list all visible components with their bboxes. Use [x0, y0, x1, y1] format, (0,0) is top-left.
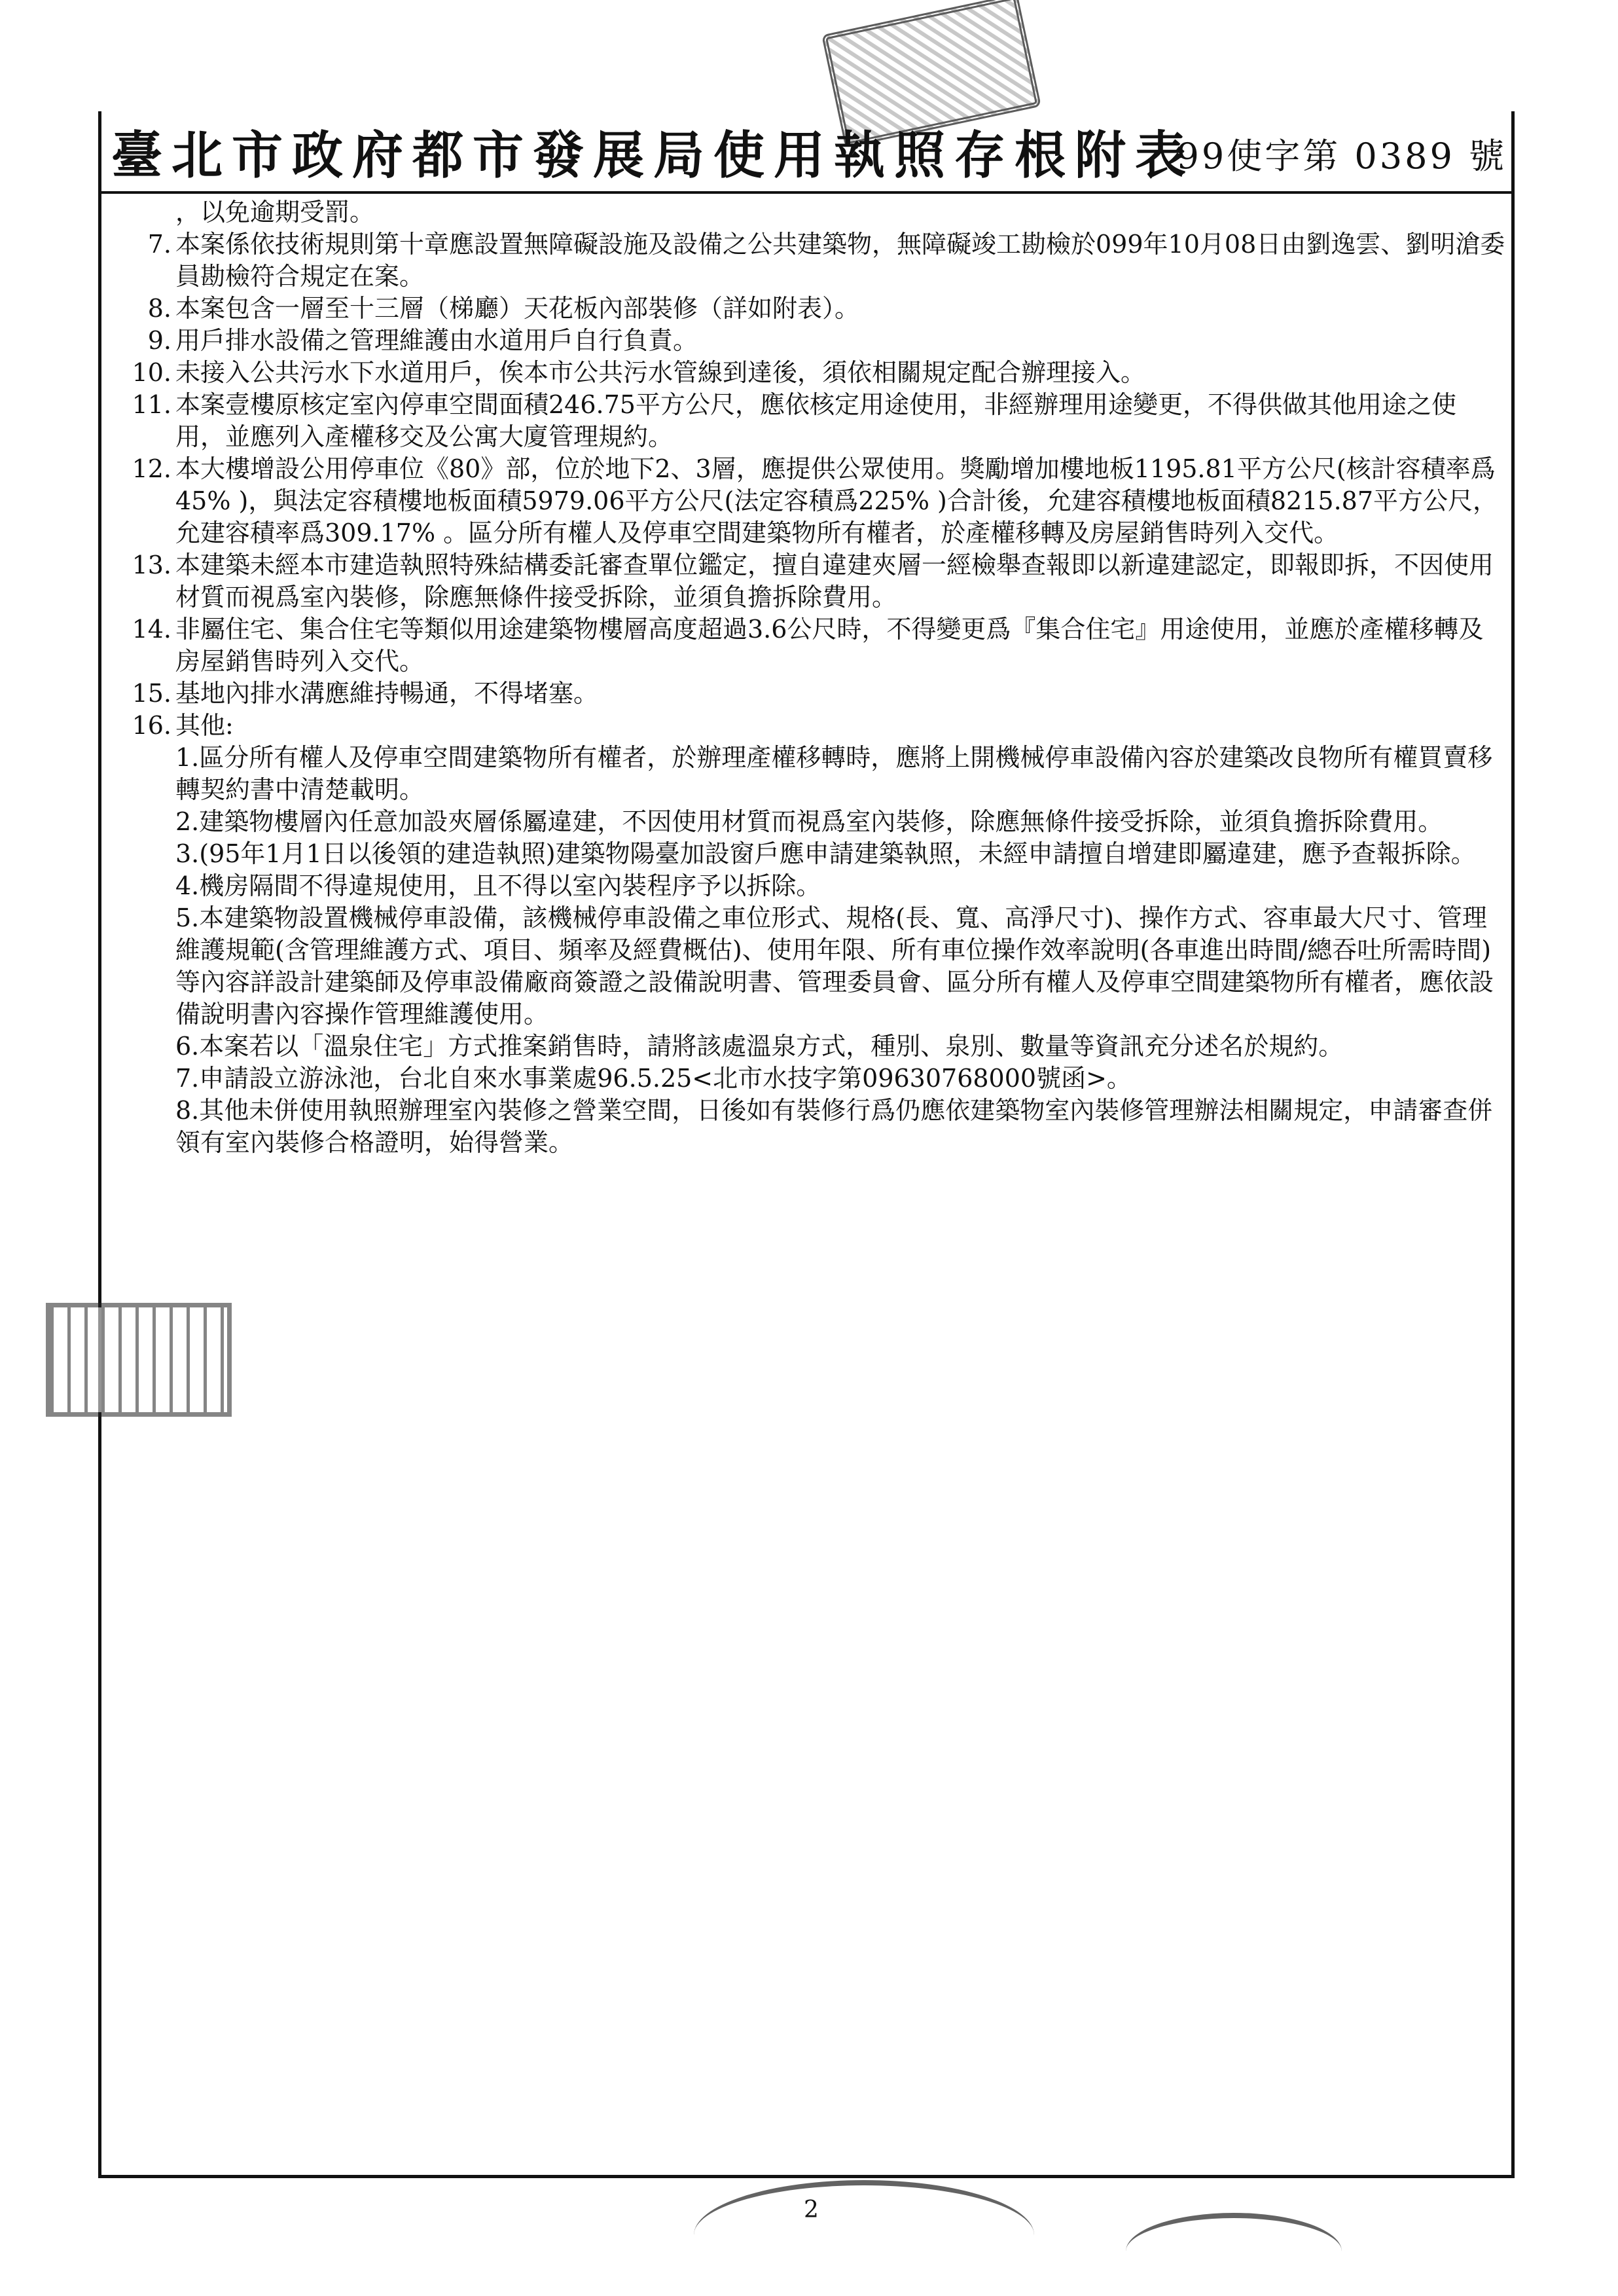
- sub-item-list: [131, 742, 1505, 1159]
- official-seal-left: [46, 1303, 232, 1417]
- list-item-number: 8.: [147, 294, 171, 323]
- list-item: [131, 613, 1505, 678]
- official-seal-bottom-right: [1126, 2213, 1342, 2290]
- list-item: [131, 293, 1505, 325]
- list-item-text: 本案包含一層至十三層（梯廳）天花板內部裝修（詳如附表）。: [175, 294, 860, 323]
- list-item: [131, 325, 1505, 357]
- list-item: [131, 357, 1505, 389]
- list-item-text: 非屬住宅、集合住宅等類似用途建築物樓層高度超過3.6公尺時，不得變更爲『集合住宅』用途使用，並應於產權移轉及房屋銷售時列入交代。: [175, 615, 1484, 676]
- list-item-number: 7.: [147, 230, 171, 259]
- sub-item: 6.本案若以「溫泉住宅」方式推案銷售時，請將該處溫泉方式，種別、泉別、數量等資訊充分述名於規約。: [175, 1032, 1344, 1061]
- list-item: [131, 389, 1505, 453]
- continued-text: ，以免逾期受罰。: [175, 198, 375, 227]
- list-item: [131, 710, 1505, 742]
- numbered-list: [131, 228, 1505, 742]
- document-title: 臺北市政府都市發展局使用執照存根附表: [111, 126, 1196, 185]
- sub-item: 1.區分所有權人及停車空間建築物所有權者，於辦理產權移轉時，應將上開機械停車設備內容於建築改良物所有權買賣移轉契約書中清楚載明。: [175, 743, 1493, 804]
- document-body: [131, 196, 1505, 1159]
- list-item: [131, 549, 1505, 613]
- list-item-number: 12.: [132, 454, 171, 483]
- sub-item: 2.建築物樓層內任意加設夾層係屬違建，不因使用材質而視爲室內裝修，除應無條件接受拆除，並須負擔拆除費用。: [175, 807, 1443, 836]
- sub-item: 3.(95年1月1日以後領的建造執照)建築物陽臺加設窗戶應申請建築執照，未經申請擅自增建即屬違建，應予查報拆除。: [175, 839, 1476, 868]
- list-item-text: 未接入公共污水下水道用戶，俟本市公共污水管線到達後，須依相關規定配合辦理接入。: [175, 358, 1146, 387]
- list-item-text: 用戶排水設備之管理維護由水道用戶自行負責。: [175, 326, 698, 355]
- list-item-text: 本建築未經本市建造執照特殊結構委託審查單位鑑定，擅自違建夾層一經檢舉查報即以新違建認定，即報即拆，不因使用材質而視爲室內裝修，除應無條件接受拆除，並須負擔拆除費用。: [175, 551, 1494, 611]
- list-item-text: 本案係依技術規則第十章應設置無障礙設施及設備之公共建築物，無障礙竣工勘檢於099年10月08日由劉逸雲、劉明滄委員勘檢符合規定在案。: [175, 230, 1505, 291]
- sub-item: 4.機房隔間不得違規使用，且不得以室內裝程序予以拆除。: [175, 871, 821, 900]
- sub-item: 8.其他未併使用執照辦理室內裝修之營業空間，日後如有裝修行爲仍應依建築物室內裝修管理辦法相關規定，申請審查併領有室內裝修合格證明，始得營業。: [175, 1096, 1493, 1157]
- list-item-number: 9.: [147, 326, 171, 355]
- list-item-number: 14.: [132, 615, 171, 644]
- sub-item: 5.本建築物設置機械停車設備，該機械停車設備之車位形式、規格(長、寬、高淨尺寸)、操作方式、容車最大尺寸、管理維護規範(含管理維護方式、項目、頻率及經費概估)、使用年限、所有車位操作效率說明(各車進出時間/總吞吐所需時間)等內容詳設計建築師及停車設備廠商簽證之設備說明書、管理委員會、區分所有權人及停車空間建築物所有權者，應依設備說明書內容操作管理維護使用。: [175, 903, 1494, 1029]
- document-number: 99使字第 0389 號: [1176, 136, 1507, 177]
- list-item: [131, 678, 1505, 710]
- list-item-number: 13.: [132, 551, 171, 579]
- list-item: [131, 228, 1505, 293]
- list-item-number: 15.: [132, 679, 171, 708]
- list-item-number: 16.: [132, 711, 171, 740]
- list-item-text: 本大樓增設公用停車位《80》部，位於地下2、3層，應提供公眾使用。獎勵增加樓地板1195.81平方公尺(核計容積率爲45% )，與法定容積樓地板面積5979.06平方公尺(法定容積爲225% )合計後，允建容積樓地板面積8215.87平方公尺，允建容積率爲309.17% 。區分所有權人及停車空間建築物所有權者，於產權移轉及房屋銷售時列入交代。: [175, 454, 1498, 547]
- list-item: [131, 453, 1505, 549]
- list-item-text: 其他:: [175, 711, 234, 740]
- sub-item: 7.申請設立游泳池，台北自來水事業處96.5.25<北市水技字第09630768000號函>。: [175, 1064, 1132, 1093]
- list-item-number: 10.: [132, 358, 171, 387]
- list-item-text: 本案壹樓原核定室內停車空間面積246.75平方公尺，應依核定用途使用，非經辦理用途變更，不得供做其他用途之使用，並應列入產權移交及公寓大廈管理規約。: [175, 390, 1456, 451]
- page-number: 2: [804, 2196, 819, 2223]
- list-item-number: 11.: [132, 390, 171, 419]
- official-seal-bottom: [694, 2180, 1034, 2290]
- list-item-text: 基地內排水溝應維持暢通，不得堵塞。: [175, 679, 599, 708]
